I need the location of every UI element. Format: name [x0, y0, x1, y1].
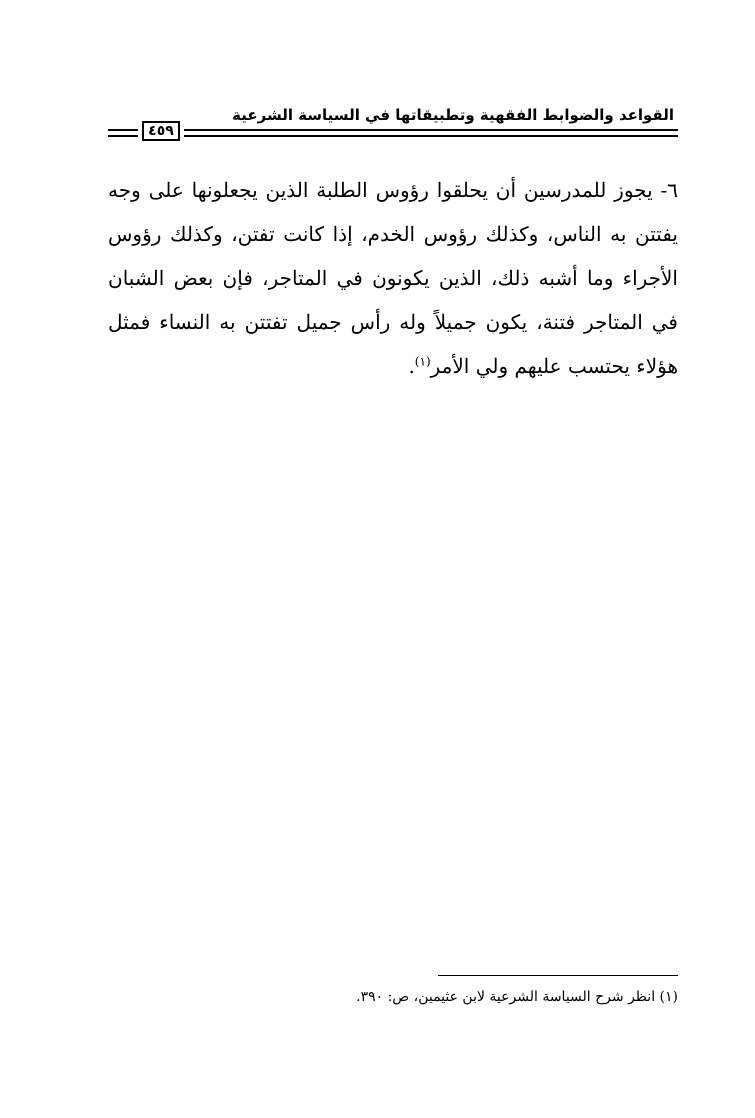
header-left-rule-top — [108, 129, 138, 131]
header-rule-top — [184, 129, 678, 131]
footnote: (١) انظر شرح السياسة الشرعية لابن عثيمين، ص: ٣٩٠. — [356, 989, 678, 1005]
page-number: ٤٥٩ — [142, 121, 180, 141]
body-paragraph — [108, 168, 678, 388]
body-paragraph-text: ٦- يجوز للمدرسين أن يحلقوا رؤوس الطلبة الذين يجعلونها على وجه يفتتن به الناس، وكذلك رؤوس الخدم، إذا كانت تفتن، وكذلك رؤوس الأجراء وما أشبه ذلك، الذين يكونون في المتاجر، فإن بعض الشبان في المتاجر فتنة، يكون جميلاً وله رأس جميل تفتتن به النساء فمثل هؤلاء يحتسب عليهم ولي الأمر — [108, 178, 678, 378]
running-header — [108, 104, 678, 154]
header-rule-bottom — [184, 135, 678, 137]
header-left-rule-bottom — [108, 135, 138, 137]
footnote-reference[interactable]: (١) — [414, 354, 431, 369]
footnote-divider — [438, 975, 678, 976]
end-punctuation: . — [408, 354, 415, 378]
header-title: القواعد والضوابط الفقهية وتطبيقاتها في السياسة الشرعية — [232, 106, 674, 124]
